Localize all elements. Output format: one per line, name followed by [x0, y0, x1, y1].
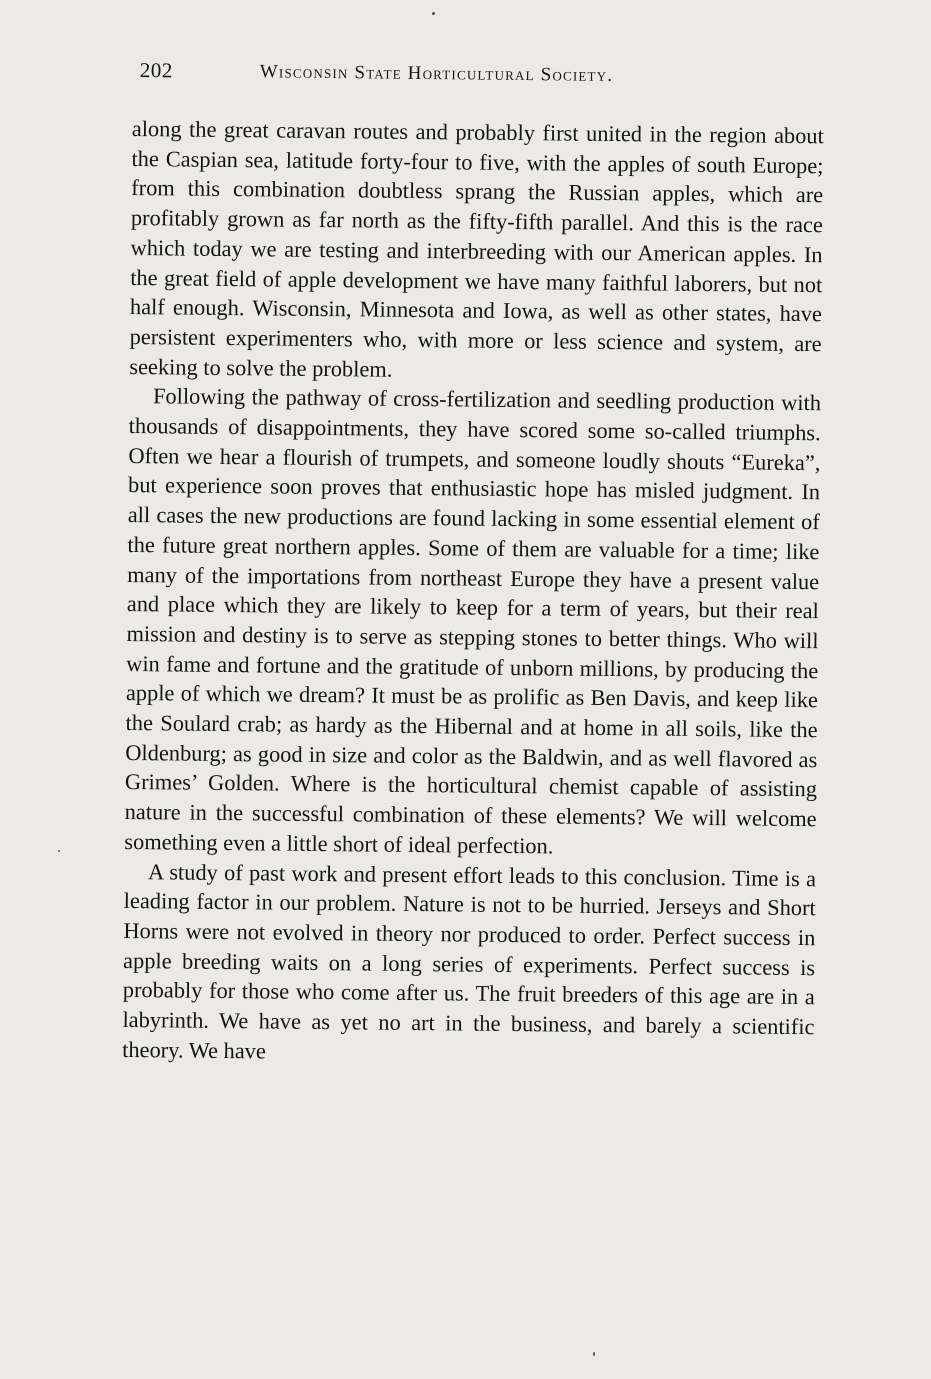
paragraph: Following the pathway of cross-fertilization and seedling production with thousands of disappointments, they have scored some so-called triumphs. Often we hear a flourish of trumpets, and someone loudly shouts “Eureka”, but experience soon proves that enthusiastic hope has misled judgment. In all cases the new productions are found lacking in some essential element of the future great northern apples. Some of them are valuable for a time; like many of the importations from northeast Europe they have a present value and place which they are likely to keep for a term of years, but their real mission and destiny is to serve as stepping stones to better things. Who will win fame and fortune and the gratitude of unborn millions, by producing the apple of which we dream? It must be as prolific as Ben Davis, and keep like the Soulard crab; as hardy as the Hibernal and at home in all soils, like the Oldenburg; as good in size and color as the Baldwin, and as well flavored as Grimes’ Golden. Where is the horticultural chemist capable of assisting nature in the successful combination of these elements? We will welcome something even a little short of ideal perfection. [124, 383, 822, 859]
running-head: Wisconsin State Horticultural Society. [259, 61, 614, 86]
paragraph: along the great caravan routes and probably first united in the region about the Caspian sea, latitude forty-four to five, with the apples of south Europe; from this combination doubtless sprang the Russian apples, which are profitably grown as far north as the fifty-fifth parallel. And this is the race which today we are testing and interbreeding with our American apples. In the great field of apple development we have many faithful laborers, but not half enough. Wisconsin, Minnesota and Iowa, as well as other states, have persistent experimenters who, with more or less science and system, are seeking to solve the problem. [129, 115, 824, 382]
page-number: 202 [139, 58, 173, 83]
scan-speck [58, 850, 60, 852]
scan-speck [593, 1352, 595, 1356]
body-text [122, 114, 824, 1072]
scan-speck [432, 12, 435, 15]
paragraph: A study of past work and present effort leads to this conclusion. Time is a leading factor in our problem. Nature is not to be hurried. Jerseys and Short Horns were not evolved in theory nor produced to order. Perfect success in apple breeding waits on a long series of experiments. Perfect success is probably for those who come after us. The fruit breeders of this age are in a labyrinth. We have as yet no art in the business, and barely a scientific theory. We have [122, 858, 817, 1064]
page-header [140, 58, 820, 105]
